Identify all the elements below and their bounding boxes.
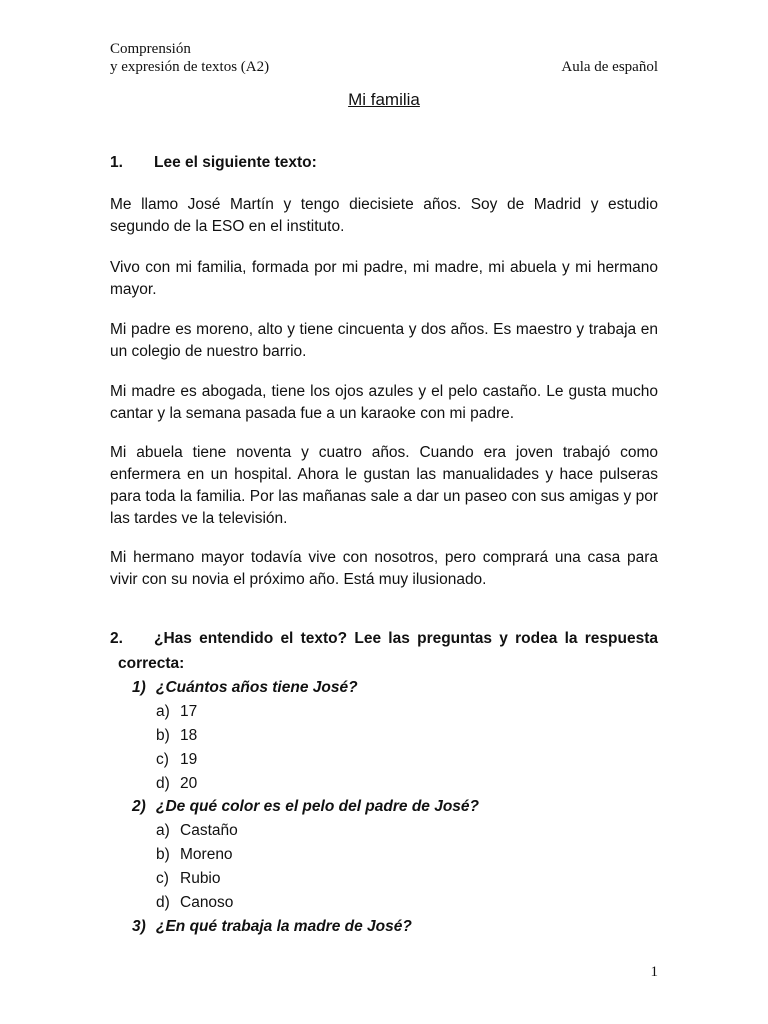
- question-1: [132, 677, 358, 699]
- question-3: [132, 916, 412, 938]
- question-2-option-c[interactable]: [156, 868, 221, 890]
- option-text: 20: [180, 775, 198, 792]
- header-course: Aula de español: [561, 59, 658, 75]
- section-2-number: 2.: [110, 630, 123, 647]
- question-1-text: ¿Cuántos años tiene José?: [156, 679, 358, 696]
- question-2: [132, 796, 479, 818]
- question-2-number: 2): [132, 798, 146, 815]
- header-subject-line1: Comprensión: [110, 41, 191, 57]
- question-2-option-d[interactable]: [156, 892, 233, 914]
- option-letter: a): [156, 703, 170, 720]
- option-text: 18: [180, 727, 198, 744]
- question-2-option-a[interactable]: [156, 820, 238, 842]
- option-letter: b): [156, 846, 170, 863]
- paragraph-5: Mi abuela tiene noventa y cuatro años. Cuando era joven trabajó como enfermera en un hospital. Ahora le gustan las manualidades y hace pulseras para toda la familia. Por las mañanas sale a dar un paseo con sus amigas y por las tardes ve la televisión.: [110, 444, 658, 527]
- section-1-text: Lee el siguiente texto:: [154, 154, 317, 171]
- question-3-number: 3): [132, 918, 146, 935]
- question-2-option-b[interactable]: [156, 844, 233, 866]
- section-1-heading: [110, 152, 658, 174]
- section-2-text-line1: ¿Has entendido el texto? Lee las preguntas y rodea la respuesta: [154, 630, 658, 647]
- paragraph-3: Mi padre es moreno, alto y tiene cincuenta y dos años. Es maestro y trabaja en un colegio de nuestro barrio.: [110, 321, 658, 360]
- paragraph-4: Mi madre es abogada, tiene los ojos azules y el pelo castaño. Le gusta mucho cantar y la semana pasada fue a un karaoke con mi padre.: [110, 383, 658, 422]
- option-text: Canoso: [180, 894, 234, 911]
- question-1-number: 1): [132, 679, 146, 696]
- question-1-option-a[interactable]: [156, 701, 197, 723]
- section-1-number: 1.: [110, 154, 123, 171]
- question-2-text: ¿De qué color es el pelo del padre de José?: [156, 798, 480, 815]
- option-letter: c): [156, 751, 169, 768]
- paragraph-1: Me llamo José Martín y tengo diecisiete años. Soy de Madrid y estudio segundo de la ESO en el instituto.: [110, 196, 658, 235]
- option-letter: d): [156, 775, 170, 792]
- question-1-option-d[interactable]: [156, 773, 197, 795]
- section-2-text-line2: correcta:: [118, 655, 185, 672]
- question-3-text: ¿En qué trabaja la madre de José?: [156, 918, 412, 935]
- option-letter: a): [156, 822, 170, 839]
- page-number: 1: [650, 964, 658, 980]
- option-text: Moreno: [180, 846, 233, 863]
- option-text: 17: [180, 703, 198, 720]
- option-text: 19: [180, 751, 198, 768]
- header-subject-line2: y expresión de textos (A2): [110, 59, 270, 75]
- header-subject: [110, 40, 269, 76]
- question-1-option-c[interactable]: [156, 749, 197, 771]
- question-1-option-b[interactable]: [156, 725, 197, 747]
- document-title: Mi familia: [348, 90, 420, 109]
- option-text: Rubio: [180, 870, 221, 887]
- option-letter: c): [156, 870, 169, 887]
- option-text: Castaño: [180, 822, 238, 839]
- option-letter: d): [156, 894, 170, 911]
- section-2-heading: [110, 628, 658, 650]
- paragraph-2: Vivo con mi familia, formada por mi padre, mi madre, mi abuela y mi hermano mayor.: [110, 259, 658, 298]
- paragraph-6: Mi hermano mayor todavía vive con nosotros, pero comprará una casa para vivir con su novia el próximo año. Está muy ilusionado.: [110, 549, 658, 588]
- option-letter: b): [156, 727, 170, 744]
